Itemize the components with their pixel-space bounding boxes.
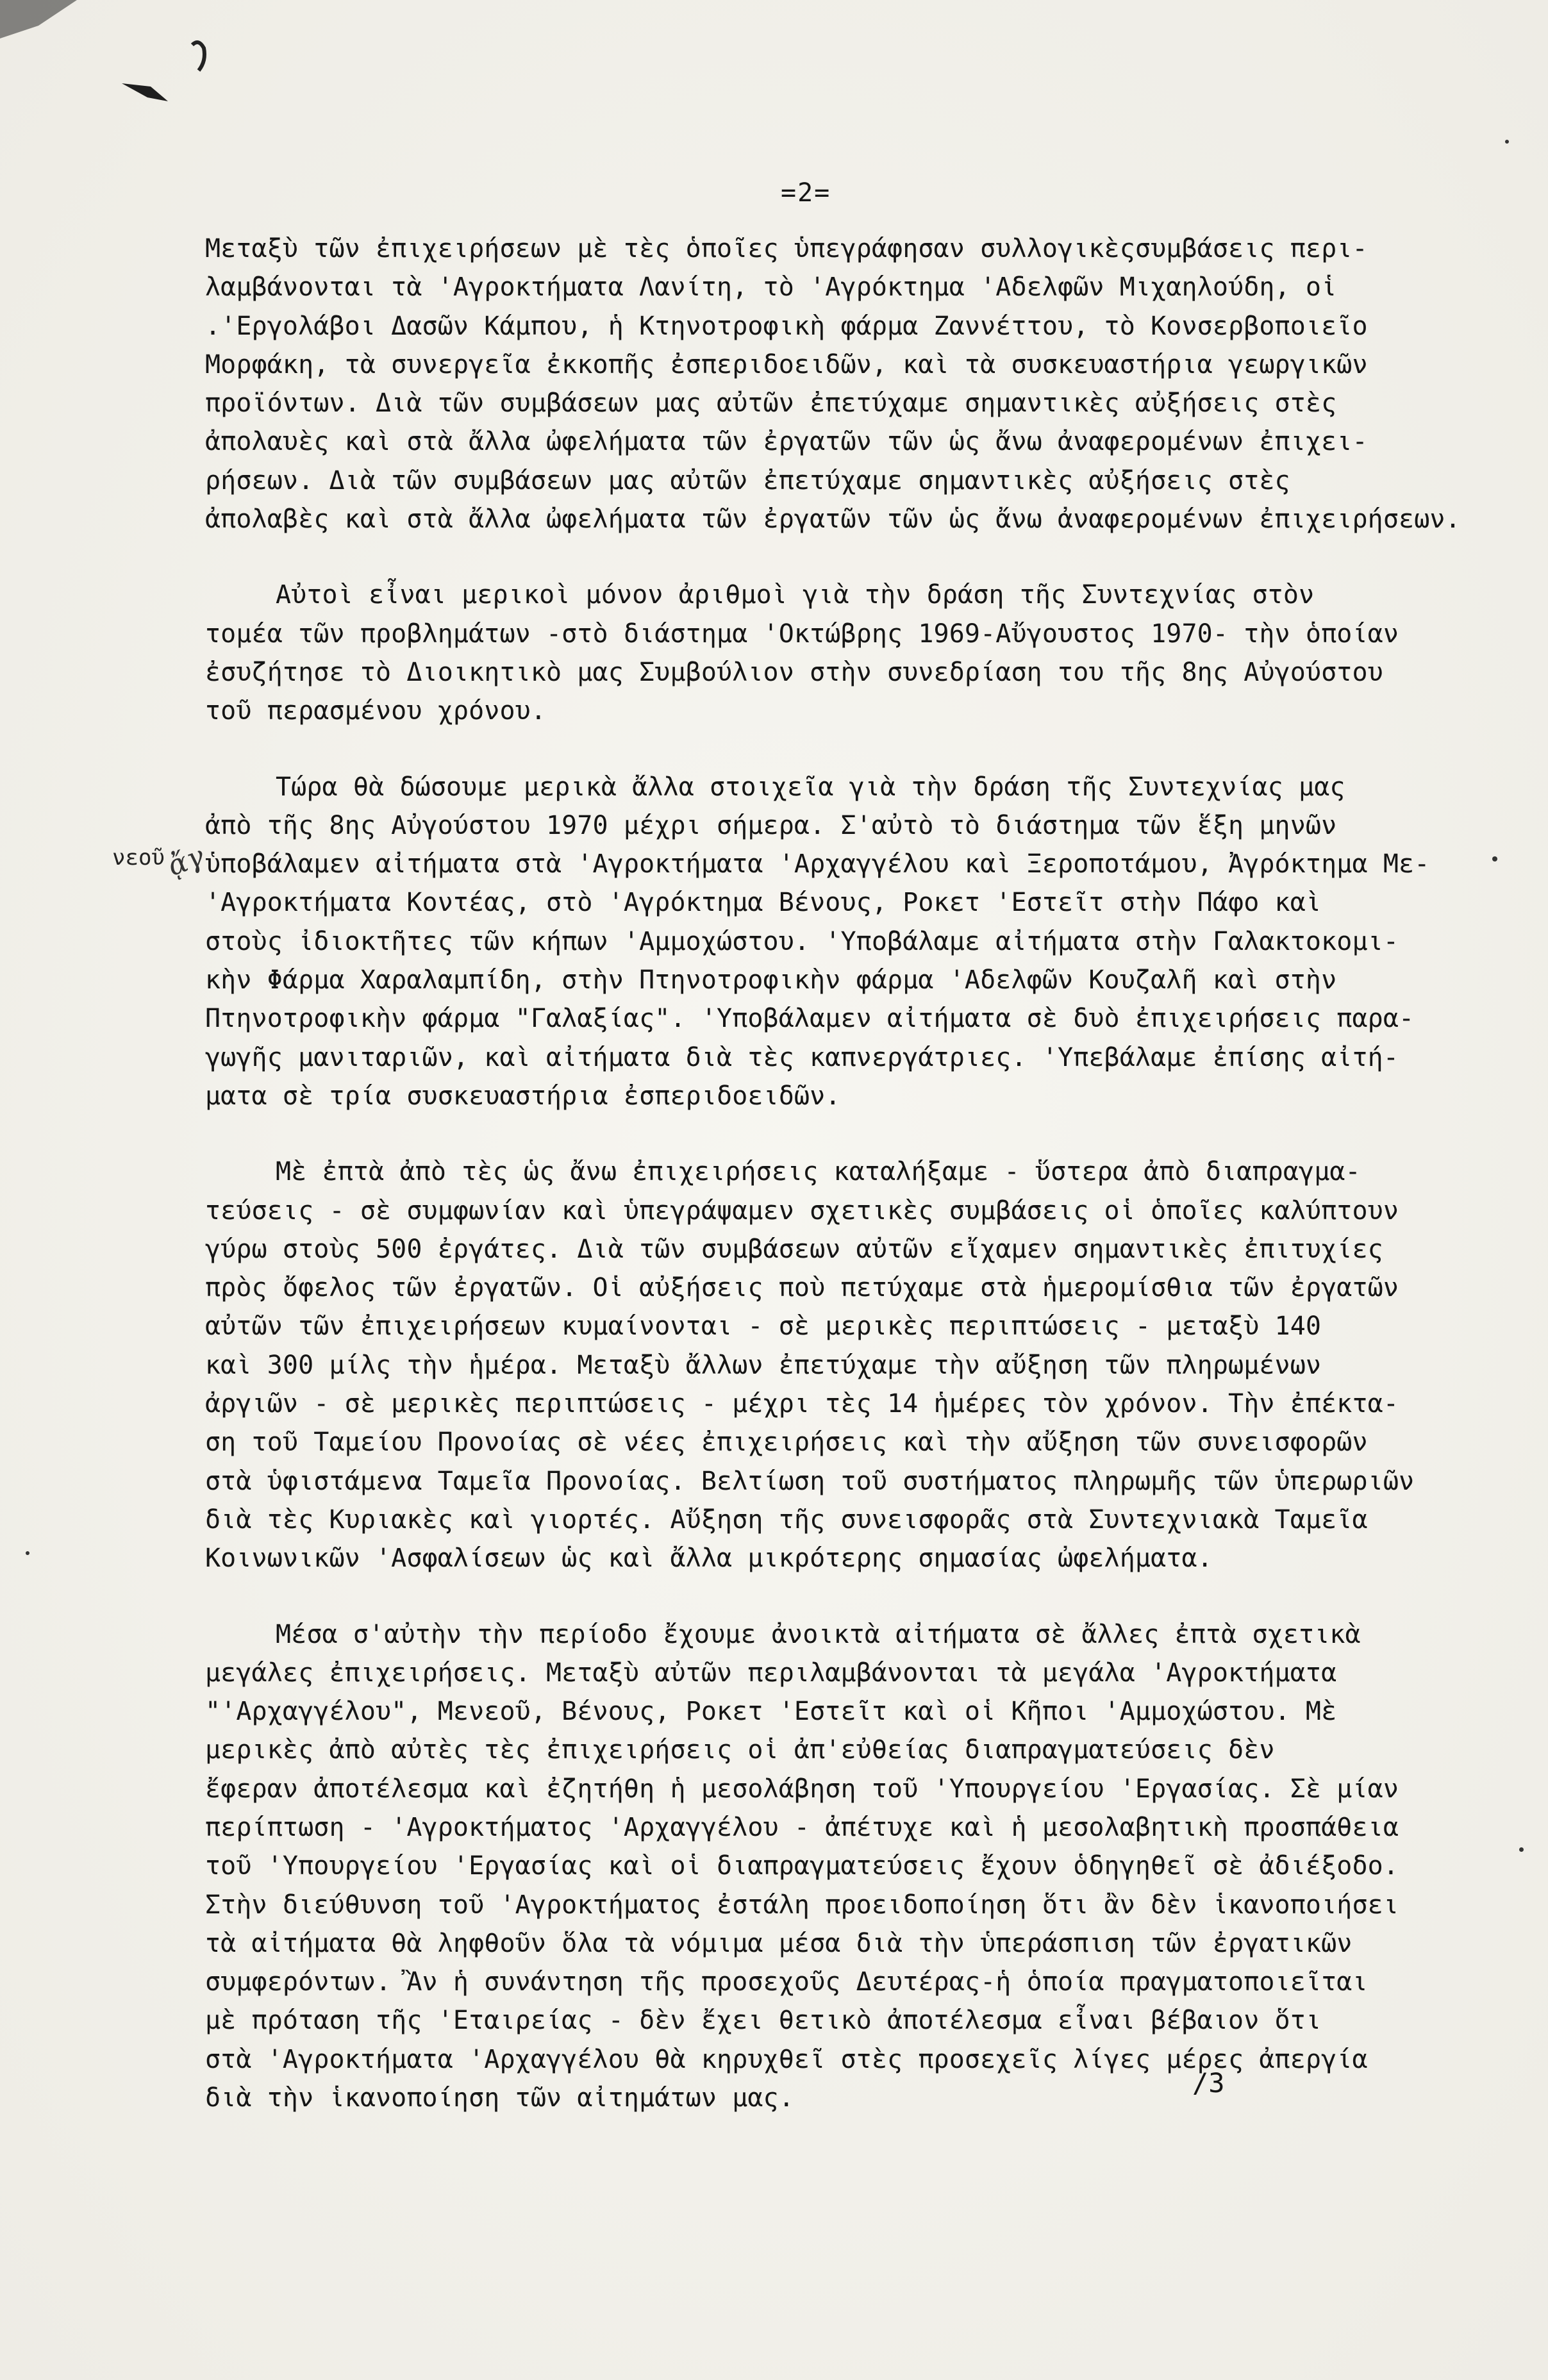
text-line: κὴν Φάρμα Χαραλαμπίδη, στὴν Πτηνοτροφικὴν φάρμα 'Αδελφῶν Κουζαλῆ καὶ στὴν [205,965,1337,995]
text-line: "'Αρχαγγέλου", Μενεοῦ, Βένους, Ροκετ 'Εστεῖτ καὶ οἱ Κῆποι 'Αμμοχώστου. Μὲ [205,1697,1337,1727]
text-line: Μὲ ἐπτὰ ἀπὸ τὲς ὡς ἄνω ἐπιχειρήσεις καταλήξαμε - ὕστερα ἀπὸ διαπραγμα- [276,1157,1361,1187]
text-line: τὰ αἰτήματα θὰ ληφθοῦν ὅλα τὰ νόμιμα μέσα διὰ τὴν ὑπεράσπιση τῶν ἐργατικῶν [205,1928,1352,1958]
paragraph-3 [205,768,1481,1116]
text-line: μὲ πρόταση τῆς 'Εταιρείας - δὲν ἔχει θετικὸ ἀποτέλεσμα εἶναι βέβαιον ὅτι [205,2006,1322,2036]
text-line: ἐσυζήτησε τὸ Διοικητικὸ μας Συμβούλιον στὴν συνεδρίαση του τῆς 8ης Αὐγούστου [205,657,1383,687]
text-line: μεγάλες ἐπιχειρήσεις. Μεταξὺ αὐτῶν περιλαμβάνονται τὰ μεγάλα 'Αγροκτήματα [205,1658,1337,1688]
paragraph-1 [205,229,1481,538]
text-line: ὑποβάλαμεν αἰτήματα στὰ 'Αγροκτήματα 'Αρχαγγέλου καὶ Ξεροποτάμου, Ἀγρόκτημα Με- [205,849,1430,879]
text-line: λαμβάνονται τὰ 'Αγροκτήματα Λανίτη, τὸ 'Αγρόκτημα 'Αδελφῶν Μιχαηλούδη, οἱ [205,272,1337,303]
scan-speck [1492,856,1497,861]
text-line: καὶ 300 μίλς τὴν ἡμέρα. Μεταξὺ ἄλλων ἐπετύχαμε τὴν αὔξηση τῶν πληρωμένων [205,1350,1322,1380]
text-line: διὰ τὲς Κυριακὲς καὶ γιορτές. Αὔξηση τῆς συνεισφορᾶς στὰ Συντεχνιακὰ Ταμεῖα [205,1504,1368,1535]
text-line: ρήσεων. Διὰ τῶν συμβάσεων μας αὐτῶν ἐπετύχαμε σημαντικὲς αὐξήσεις στὲς [205,465,1290,495]
paragraph-5 [205,1615,1481,2118]
text-line: Μορφάκη, τὰ συνεργεῖα ἐκκοπῆς ἐσπεριδοειδῶν, καὶ τὰ συσκευαστήρια γεωργικῶν [205,349,1368,379]
text-line: τοῦ περασμένου χρόνου. [205,696,547,726]
text-line: συμφερόντων. Ἂν ἡ συνάντηση τῆς προσεχοῦς Δευτέρας-ἡ ὁποία πραγματοποιεῖται [205,1967,1368,1997]
paragraph-4 [205,1153,1481,1577]
text-line: Αὐτοὶ εἶναι μερικοὶ μόνον ἀριθμοὶ γιὰ τὴν δράση τῆς Συντεχνίας στὸν [276,580,1315,610]
scan-speck [1505,140,1509,144]
text-line: στὰ 'Αγροκτήματα 'Αρχαγγέλου θὰ κηρυχθεῖ στὲς προσεχεῖς λίγες μέρες ἀπεργία [205,2044,1368,2074]
text-line: τοῦ 'Υπουργείου 'Εργασίας καὶ οἱ διαπραγματεύσεις ἔχουν ὁδηγηθεῖ σὲ ἀδιέξοδο. [205,1851,1399,1881]
scan-speck [1519,1847,1524,1852]
text-line: προϊόντων. Διὰ τῶν συμβάσεων μας αὐτῶν ἐπετύχαμε σημαντικὲς αὐξήσεις στὲς [205,388,1337,419]
text-line: ματα σὲ τρία συσκευαστήρια ἐσπεριδοειδῶν. [205,1081,841,1111]
text-line: τομέα τῶν προβλημάτων -στὸ διάστημα 'Οκτώβρης 1969-Αὔγουστος 1970- τὴν ὁποίαν [205,619,1399,649]
text-line: γωγῆς μανιταριῶν, καὶ αἰτήματα διὰ τὲς καπνεργάτριες. 'Υπεβάλαμε ἐπίσης αἰτή- [205,1042,1399,1072]
page-number: =2= [781,178,831,208]
text-line: Πτηνοτροφικὴν φάρμα "Γαλαξίας". 'Υποβάλαμεν αἰτήματα σὲ δυὸ ἐπιχειρήσεις παρα- [205,1004,1415,1034]
text-line: Τώρα θὰ δώσουμε μερικὰ ἄλλα στοιχεῖα γιὰ τὴν δράση τῆς Συντεχνίας μας [276,772,1345,802]
document-body [205,229,1481,2117]
text-line: στὰ ὑφιστάμενα Ταμεῖα Προνοίας. Βελτίωση τοῦ συστήματος πληρωμῆς τῶν ὑπερωριῶν [205,1466,1415,1496]
handwritten-mark: ᾄγ [163,839,209,883]
scan-artifact-corner [0,0,269,115]
text-line: στοὺς ἰδιοκτῆτες τῶν κήπων 'Αμμοχώστου. 'Υποβάλαμε αἰτήματα στὴν Γαλακτοκομι- [205,926,1399,956]
text-line: Στὴν διεύθυνση τοῦ 'Αγροκτήματος ἐστάλη προειδοποίηση ὅτι ἂν δὲν ἱκανοποιήσει [205,1890,1399,1920]
margin-note: νεοῦ [112,845,165,870]
text-line: ἀπολαβὲς καὶ στὰ ἄλλα ὠφελήματα τῶν ἐργατῶν τῶν ὡς ἄνω ἀναφερομένων ἐπιχειρήσεων. [205,504,1461,535]
text-line: διὰ τὴν ἱκανοποίηση τῶν αἰτημάτων μας. [205,2083,794,2113]
text-line: ἔφεραν ἀποτέλεσμα καὶ ἐζητήθη ἡ μεσολάβηση τοῦ 'Υπουργείου 'Εργασίας. Σὲ μίαν [205,1774,1399,1804]
text-line: ἀπολαυὲς καὶ στὰ ἄλλα ὠφελήματα τῶν ἐργατῶν τῶν ὡς ἄνω ἀναφερομένων ἐπιχει- [205,427,1368,457]
text-line: Μέσα σ'αὐτὴν τὴν περίοδο ἔχουμε ἀνοικτὰ αἰτήματα σὲ ἄλλες ἐπτὰ σχετικὰ [276,1619,1361,1649]
text-line: αὐτῶν τῶν ἐπιχειρήσεων κυμαίνονται - σὲ μερικὲς περιπτώσεις - μεταξὺ 140 [205,1311,1322,1342]
text-line: πρὸς ὄφελος τῶν ἐργατῶν. Οἱ αὐξήσεις ποὺ πετύχαμε στὰ ἡμερομίσθια τῶν ἐργατῶν [205,1273,1399,1303]
text-line: Κοινωνικῶν 'Ασφαλίσεων ὡς καὶ ἄλλα μικρότερης σημασίας ὠφελήματα. [205,1544,1213,1574]
next-page-reference: /3 [1192,2067,1225,2099]
text-line: γύρω στοὺς 500 ἐργάτες. Διὰ τῶν συμβάσεων αὐτῶν εἴχαμεν σημαντικὲς ἐπιτυχίες [205,1234,1383,1264]
scan-speck [26,1551,29,1555]
paragraph-2 [205,576,1481,730]
text-line: ἀπὸ τῆς 8ης Αὐγούστου 1970 μέχρι σήμερα. Σ'αὐτὸ τὸ διάστημα τῶν ἕξη μηνῶν [205,810,1337,840]
text-line: περίπτωση - 'Αγροκτήματος 'Αρχαγγέλου - ἀπέτυχε καὶ ἡ μεσολαβητικὴ προσπάθεια [205,1812,1399,1842]
text-line: Μεταξὺ τῶν ἐπιχειρήσεων μὲ τὲς ὁποῖες ὑπεγράφησαν συλλογικὲςσυμβάσεις περι- [205,234,1368,263]
text-line: ἀργιῶν - σὲ μερικὲς περιπτώσεις - μέχρι τὲς 14 ἡμέρες τὸν χρόνον. Τὴν ἐπέκτα- [205,1389,1399,1419]
text-line: ση τοῦ Ταμείου Προνοίας σὲ νέες ἐπιχειρήσεις καὶ τὴν αὔξηση τῶν συνεισφορῶν [205,1427,1368,1458]
text-line: τεύσεις - σὲ συμφωνίαν καὶ ὑπεγράψαμεν σχετικὲς συμβάσεις οἱ ὁποῖες καλύπτουν [205,1195,1399,1226]
text-line: .'Εργολάβοι Δασῶν Κάμπου, ἡ Κτηνοτροφικὴ φάρμα Ζαννέττου, τὸ Κονσερβοποιεῖο [205,311,1368,341]
text-line: 'Αγροκτήματα Κοντέας, στὸ 'Αγρόκτημα Βένους, Ροκετ 'Εστεῖτ στὴν Πάφο καὶ [205,888,1322,918]
text-line: μερικὲς ἀπὸ αὐτὲς τὲς ἐπιχειρήσεις οἱ ἀπ'εὐθείας διαπραγματεύσεις δὲν [205,1735,1275,1765]
